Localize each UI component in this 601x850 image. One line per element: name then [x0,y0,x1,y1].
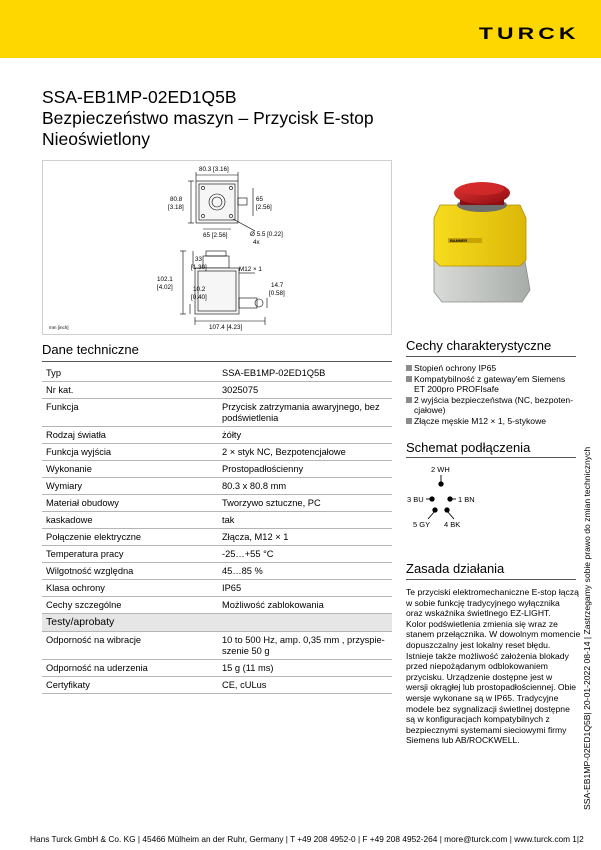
spec-value: 10 to 500 Hz, amp. 0,35 mm , przyspie-szenie 50 g [218,632,392,660]
principle-line: w sobie funkcję tradycyjnego wyłącznika [406,597,560,608]
dim-hole-label: Ø 5.5 [0.22] [250,231,283,238]
spec-key: Certyfikaty [42,677,218,694]
title-product-code: SSA-EB1MP-02ED1Q5B [42,87,237,107]
spec-key: Klasa ochrony [42,580,218,597]
tech-data-rule [42,361,392,362]
principle-heading: Zasada działania [406,561,505,576]
spec-value: Tworzywo sztuczne, PC [218,495,392,512]
table-row [42,677,392,694]
table-row [42,597,392,614]
dim-height-a: 80.8 [170,196,183,203]
housing-label: BANNER [450,238,468,243]
principle-text [406,587,581,746]
spec-key: Wilgotność względna [42,563,218,580]
spec-value: 80.3 x 80.8 mm [218,478,392,495]
spec-key: Odporność na uderzenia [42,660,218,677]
wiring-rule [406,457,576,458]
pin-1-label: 1 BN [458,495,475,504]
dim-connector-label: M12 × 1 [239,266,262,273]
spec-value: 15 g (11 ms) [218,660,392,677]
spec-key: Połączenie elektryczne [42,529,218,546]
spec-key: Odporność na wibracje [42,632,218,660]
spec-key: Cechy szczególne [42,597,218,614]
spec-key: Typ [42,365,218,382]
list-item: Złącze męskie M12 × 1, 5-stykowe [406,416,576,427]
table-row [42,512,392,529]
list-item: Kompatybilność z gateway'em Siemens ET 200pro PROFIsafe [406,374,576,395]
principle-rule [406,579,576,580]
spec-key: Materiał obudowy [42,495,218,512]
spec-key: Wymiary [42,478,218,495]
principle-line: bezpiecznymi systemami sieciowymi firmy [406,724,567,735]
spec-key: Funkcja wyjścia [42,444,218,461]
product-photo [404,160,564,335]
principle-line: są w konfiguracjach kompatybilnych z [406,714,550,725]
principle-line: wersji okrągłej lub prostopadłościennej. Obie [406,682,577,693]
side-revision-note: SSA-EB1MP-02ED1Q5B| 20-01-2022 08-14 | Zastrzegamy sobie prawo do zmian technicznych [582,446,592,810]
spec-key: kaskadowe [42,512,218,529]
table-row [42,580,392,597]
list-item: Stopień ochrony IP65 [406,363,576,374]
pin-4-label: 4 BK [444,520,461,529]
dimension-drawing-svg [43,161,393,336]
e-stop-illustration [404,160,564,335]
tech-data-heading: Dane techniczne [42,342,139,357]
dim-bottom-label: 65 [2.56] [203,232,228,239]
spec-key: Rodzaj światła [42,427,218,444]
features-list [406,363,576,427]
dim-hole-count: 4x [253,239,260,246]
principle-line: Istnieje także możliwość założenia blokady [406,650,569,661]
features-rule [406,356,576,357]
principle-line: Te przyciski elektromechaniczne E-stop łączą [406,587,579,597]
spec-key: Nr kat. [42,382,218,399]
principle-line: Kolor podświetlenia zmienia się wraz ze [406,618,558,629]
spec-value: 2 × styk NC, Bezpotencjałowe [218,444,392,461]
dim-width-label: 80.3 [3.16] [199,166,229,173]
principle-line: Siemens lub AB/ROCKWELL. [406,735,520,746]
spec-value: Złącza, M12 × 1 [218,529,392,546]
dim-h33-a: 33 [195,256,203,263]
dim-side-a: 65 [256,196,264,203]
dim-unit-note: mm [inch] [49,325,69,330]
dimension-drawing [42,160,392,335]
spec-value: żółty [218,427,392,444]
spec-value: SSA-EB1MP-02ED1Q5B [218,365,392,382]
dim-h147-b: [0.58] [269,290,285,297]
table-group-row [42,614,392,632]
spec-value: CE, cULus [218,677,392,694]
principle-line: przed niepożądanym odblokowaniem [406,661,548,672]
page-title [42,87,374,150]
table-row [42,427,392,444]
dim-length-label: 107.4 [4.23] [209,324,243,331]
group-label: Testy/aprobaty [42,614,392,632]
dim-h102-a: 10.2 [193,286,206,293]
dim-h1021-b: [4.02] [157,284,173,291]
table-row [42,660,392,677]
wiring-heading: Schemat podłączenia [406,440,531,455]
features-heading: Cechy charakterystyczne [406,338,552,353]
dim-height-b: [3.18] [168,204,184,211]
principle-line: stanem przełącznika. W dowolnym momencie [406,629,581,640]
table-row [42,365,392,382]
principle-line: przycisku. Urządzenie dostępne jest w [406,671,553,682]
turck-logo: TURCK [478,24,579,43]
table-row [42,529,392,546]
table-row [42,478,392,495]
spec-value: 45…85 % [218,563,392,580]
spec-key: Funkcja [42,399,218,427]
tech-data-table [42,365,392,694]
table-row [42,382,392,399]
page-footer: Hans Turck GmbH & Co. KG | 45466 Mülheim an der Ruhr, Germany | T +49 208 4952-0 | F +49 208 4952-264 | more@turck.com | www.turck.com 1|2 [30,834,584,844]
spec-value: Przycisk zatrzymania awaryjnego, bez podświetlenia [218,399,392,427]
table-row [42,632,392,660]
title-variant: Nieoświetlony [42,129,150,149]
principle-line: oraz wskaźnika świetlnego EZ-LIGHT. [406,608,551,619]
principle-line: modele bez sygnalizacji świetlnej dostępne [406,703,570,714]
table-row [42,495,392,512]
principle-line: wersje wykonane są w IP65. Tradycyjne [406,692,559,703]
dim-h33-b: [1.30] [191,264,207,271]
pin-2-label: 2 WH [431,465,450,474]
table-row [42,546,392,563]
principle-line: dopuszczalny jest lokalny reset błędu. [406,639,551,650]
spec-value: Prostopadłościenny [218,461,392,478]
table-row [42,399,392,427]
spec-value: IP65 [218,580,392,597]
pin-3-label: 3 BU [407,495,424,504]
dim-h147-a: 14.7 [271,282,284,289]
table-row [42,461,392,478]
spec-value: 3025075 [218,382,392,399]
wiring-diagram [406,462,576,542]
spec-value: Możliwość zablokowania [218,597,392,614]
list-item: 2 wyjścia bezpieczeństwa (NC, bezpoten-cjałowe) [406,395,576,416]
spec-value: -25…+55 °C [218,546,392,563]
dim-h102-b: [0.40] [191,294,207,301]
dim-side-b: [2.56] [256,204,272,211]
table-row [42,563,392,580]
pin-5-label: 5 GY [413,520,431,529]
spec-key: Temperatura pracy [42,546,218,563]
dim-h1021-a: 102.1 [157,276,173,283]
title-category: Bezpieczeństwo maszyn – Przycisk E-stop [42,108,374,128]
spec-key: Wykonanie [42,461,218,478]
table-row [42,444,392,461]
spec-value: tak [218,512,392,529]
